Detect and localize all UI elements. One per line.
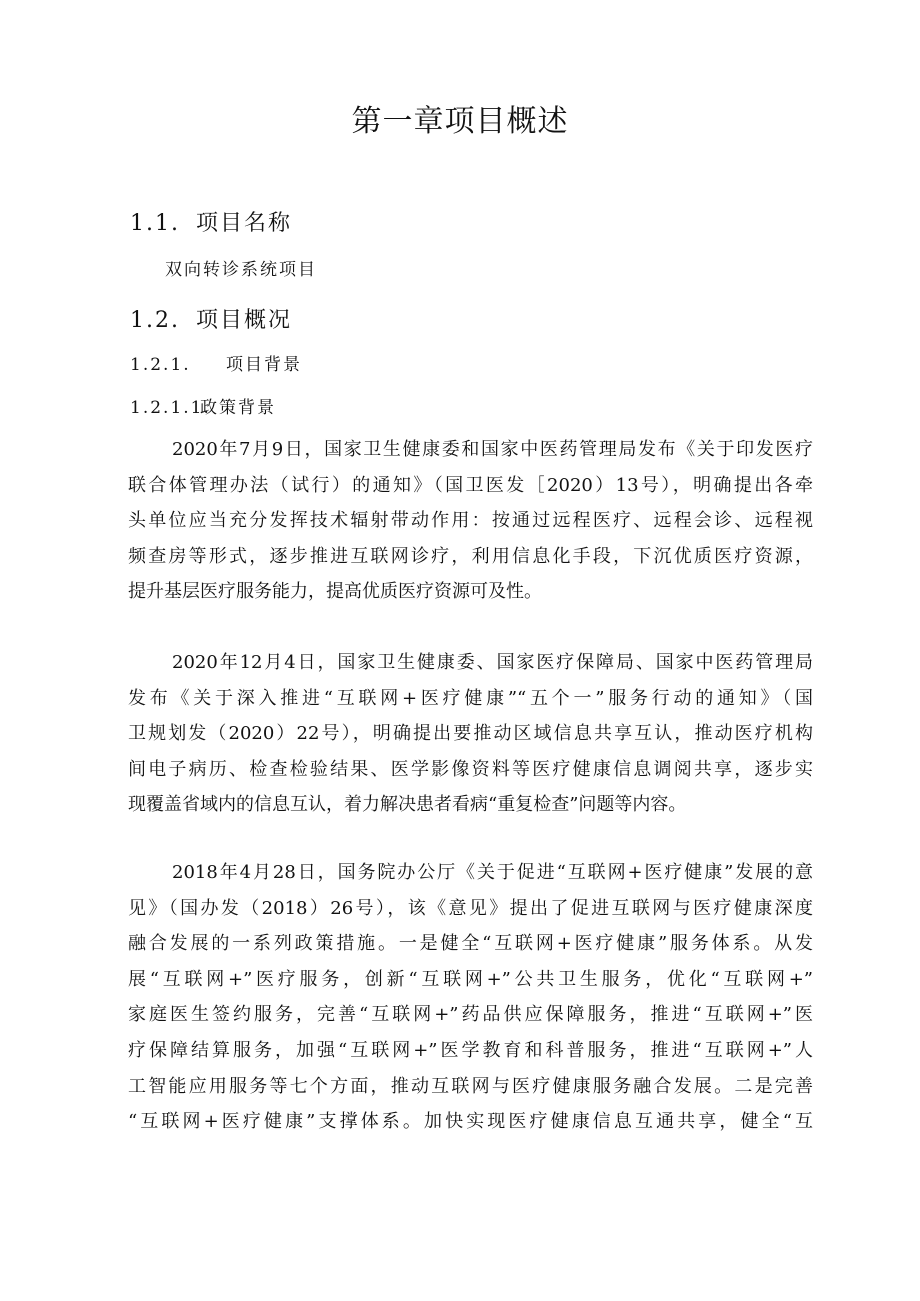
section-heading-1-2-1-1	[130, 393, 276, 423]
paragraph-line: 频查房等形式，逐步推进互联网诊疗，利用信息化手段，下沉优质医疗资源，	[128, 545, 813, 567]
paragraph-line: 家庭医生签约服务，完善“互联网+”药品供应保障服务，推进“互联网+”医	[128, 1004, 813, 1026]
paragraph-line: 现覆盖省域内的信息互认，着力解决患者看病“重复检查”问题等内容。	[128, 794, 687, 816]
section-number: 1.2.	[130, 308, 180, 333]
paragraph-line: 联合体管理办法（试行）的通知》（国卫医发［2020）13号），明确提出各牵	[128, 474, 813, 496]
section-number: 1.2.1.	[130, 355, 191, 375]
paragraph-line: 提升基层医疗服务能力，提高优质医疗资源可及性。	[128, 581, 542, 603]
paragraph-line: 头单位应当充分发挥技术辐射带动作用：按通过远程医疗、远程会诊、远程视	[128, 510, 813, 532]
paragraph-line: 疗保障结算服务，加强“互联网+”医学教育和科普服务，推进“互联网+”人	[128, 1039, 813, 1061]
section-heading-1-1	[130, 206, 292, 242]
paragraph-line: “互联网+医疗健康”支撑体系。加快实现医疗健康信息互通共享，健全“互	[128, 1111, 813, 1133]
paragraph-line: 卫规划发（2020）22号），明确提出要推动区域信息共享互认，推动医疗机构	[128, 723, 813, 745]
paragraph-line: 2020年12月4日，国家卫生健康委、国家医疗保障局、国家中医药管理局	[172, 652, 813, 673]
paragraph-line: 工智能应用服务等七个方面，推动互联网与医疗健康服务融合发展。二是完善	[128, 1075, 813, 1097]
section-number: 1.1.	[130, 211, 180, 236]
paragraph-line: 2018年4月28日，国务院办公厅《关于促进“互联网+医疗健康”发展的意	[172, 862, 813, 883]
section-title: 项目概况	[196, 308, 293, 333]
chapter-title: 第一章项目概述	[351, 104, 569, 139]
paragraph-line: 间电子病历、检查检验结果、医学影像资料等医疗健康信息调阅共享，逐步实	[128, 758, 813, 780]
section-number: 1.2.1.1.	[130, 398, 211, 418]
section-heading-1-2-1	[130, 350, 302, 380]
paragraph-line: 融合发展的一系列政策措施。一是健全“互联网+医疗健康”服务体系。从发	[128, 933, 813, 955]
project-name-text: 双向转诊系统项目	[165, 260, 317, 280]
section-title: 项目背景	[226, 355, 302, 375]
paragraph-line: 发布《关于深入推进“互联网+医疗健康”“五个一”服务行动的通知》（国	[128, 687, 813, 709]
section-title: 政策背景	[200, 398, 276, 418]
paragraph-line: 2020年7月9日，国家卫生健康委和国家中医药管理局发布《关于印发医疗	[172, 439, 813, 460]
paragraph-policy-2020-12	[128, 645, 813, 823]
section-heading-1-2	[130, 303, 292, 339]
paragraph-line: 展“互联网+”医疗服务，创新“互联网+”公共卫生服务，优化“互联网+”	[128, 968, 813, 990]
paragraph-policy-2020-07	[128, 432, 813, 610]
paragraph-line: 见》（国办发（2018）26号），该《意见》提出了促进互联网与医疗健康深度	[128, 897, 813, 919]
section-title: 项目名称	[196, 211, 293, 236]
paragraph-policy-2018-04	[128, 855, 813, 1140]
